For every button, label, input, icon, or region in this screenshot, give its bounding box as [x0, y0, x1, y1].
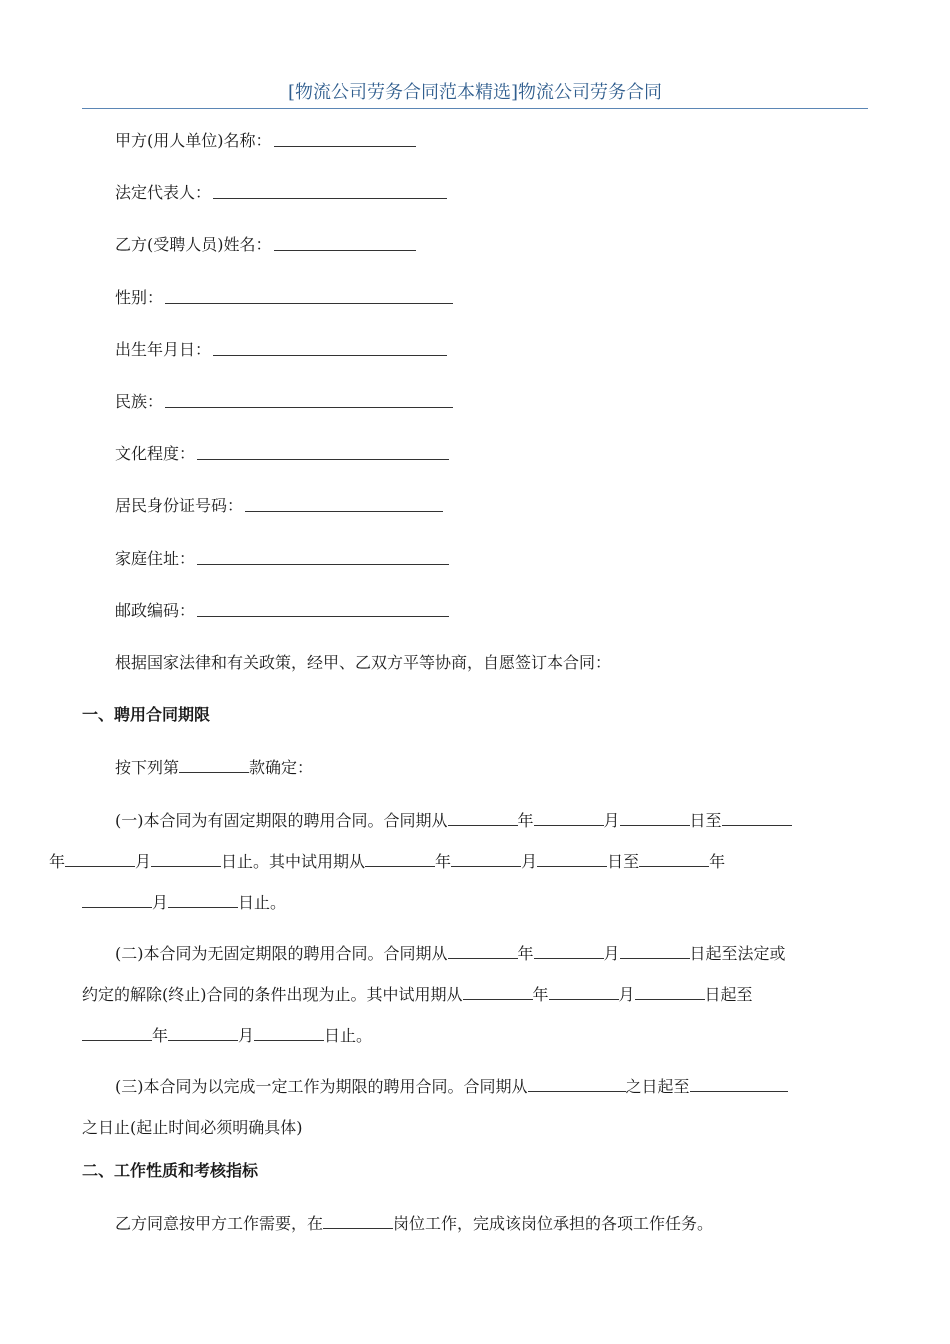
text: 之日止(起止时间必须明确具体) [82, 1117, 303, 1137]
field-home-address [82, 546, 862, 598]
blank-line[interactable] [451, 848, 521, 867]
blank-line[interactable] [165, 389, 453, 408]
blank-line[interactable] [635, 981, 705, 1000]
blank-line[interactable] [82, 889, 152, 908]
blank-line[interactable] [197, 546, 449, 565]
blank-line[interactable] [65, 848, 135, 867]
text: 乙方同意按甲方工作需要，在 [115, 1213, 324, 1233]
blank-line[interactable] [151, 848, 221, 867]
section-2-heading: 二、工作性质和考核指标 [82, 1160, 259, 1180]
blank-line[interactable] [463, 981, 533, 1000]
blank-line[interactable] [323, 1210, 393, 1229]
section-1-item-3 [82, 1066, 862, 1148]
field-ethnicity [82, 389, 862, 441]
text: 月 [603, 943, 620, 963]
text: 年 [532, 984, 549, 1004]
intro-paragraph: 根据国家法律和有关政策，经甲、乙双方平等协商，自愿签订本合同： [115, 652, 612, 672]
blank-line[interactable] [197, 441, 449, 460]
section-1-item-2 [82, 933, 862, 1056]
text: 日起至 [704, 984, 753, 1004]
field-label: 乙方(受聘人员)姓名： [115, 235, 272, 255]
text: 款确定： [249, 757, 314, 777]
blank-line[interactable] [165, 285, 453, 304]
text: 日止。 [238, 892, 287, 912]
blank-line[interactable] [179, 754, 249, 773]
text: 年 [709, 851, 726, 871]
blank-line[interactable] [534, 940, 604, 959]
field-party-b-name [82, 232, 862, 284]
text: 日至 [689, 810, 722, 830]
blank-line[interactable] [690, 1073, 788, 1092]
section-1-heading: 一、聘用合同期限 [82, 704, 211, 724]
text: 月 [152, 892, 169, 912]
blank-line[interactable] [245, 493, 443, 512]
text: 年 [49, 851, 66, 871]
field-id-number [82, 493, 862, 545]
field-label: 法定代表人： [115, 183, 212, 203]
blank-line[interactable] [197, 598, 449, 617]
blank-line[interactable] [537, 848, 607, 867]
field-label: 邮政编码： [115, 600, 196, 620]
blank-line[interactable] [168, 889, 238, 908]
blank-line[interactable] [213, 337, 447, 356]
blank-line[interactable] [722, 807, 792, 826]
text: 月 [135, 851, 152, 871]
field-postal-code [82, 598, 862, 650]
blank-line[interactable] [365, 848, 435, 867]
blank-line[interactable] [274, 128, 416, 147]
field-label: 甲方(用人单位)名称： [115, 131, 272, 150]
field-education [82, 441, 862, 493]
blank-line[interactable] [82, 1022, 152, 1041]
field-label: 居民身份证号码： [115, 496, 244, 516]
text: 按下列第 [115, 757, 180, 777]
blank-line[interactable] [620, 940, 690, 959]
text: 岗位工作，完成该岗位承担的各项工作任务。 [393, 1213, 714, 1233]
text: (二)本合同为无固定期限的聘用合同。合同期从 [115, 943, 448, 963]
text: 之日起至 [625, 1076, 690, 1096]
section-1-item-1 [49, 800, 862, 923]
blank-line[interactable] [620, 807, 690, 826]
field-label: 出生年月日： [115, 339, 212, 359]
field-label: 民族： [115, 391, 164, 411]
text: 月 [238, 1025, 255, 1045]
text: 月 [603, 810, 620, 830]
text: (一)本合同为有固定期限的聘用合同。合同期从 [115, 810, 448, 830]
field-birth-date [82, 337, 862, 389]
text: 日止。 [324, 1025, 373, 1045]
blank-line[interactable] [528, 1073, 626, 1092]
blank-line[interactable] [549, 981, 619, 1000]
blank-line[interactable] [274, 232, 416, 251]
text: 月 [521, 851, 538, 871]
field-legal-representative [82, 180, 862, 232]
page-header: [物流公司劳务合同范本精选]物流公司劳务合同 [82, 82, 868, 109]
field-party-a-name [82, 128, 862, 180]
blank-line[interactable] [639, 848, 709, 867]
text: 日止。其中试用期从 [221, 851, 366, 871]
text: 年 [152, 1025, 169, 1045]
section-1-choice-line [82, 754, 862, 800]
text: 年 [435, 851, 452, 871]
contract-body [49, 128, 862, 1237]
text: 日起至法定或 [689, 943, 786, 963]
blank-line[interactable] [254, 1022, 324, 1041]
blank-line[interactable] [168, 1022, 238, 1041]
field-gender [82, 285, 862, 337]
blank-line[interactable] [448, 807, 518, 826]
text: 年 [517, 943, 534, 963]
field-label: 性别： [115, 287, 164, 307]
blank-line[interactable] [213, 180, 447, 199]
text: 年 [517, 810, 534, 830]
blank-line[interactable] [534, 807, 604, 826]
text: 月 [618, 984, 635, 1004]
text: 约定的解除(终止)合同的条件出现为止。其中试用期从 [82, 984, 463, 1004]
field-label: 家庭住址： [115, 548, 196, 568]
section-2-duty-line [82, 1210, 862, 1237]
text: 日至 [607, 851, 640, 871]
text: (三)本合同为以完成一定工作为期限的聘用合同。合同期从 [115, 1076, 528, 1096]
field-label: 文化程度： [115, 444, 196, 464]
blank-line[interactable] [448, 940, 518, 959]
